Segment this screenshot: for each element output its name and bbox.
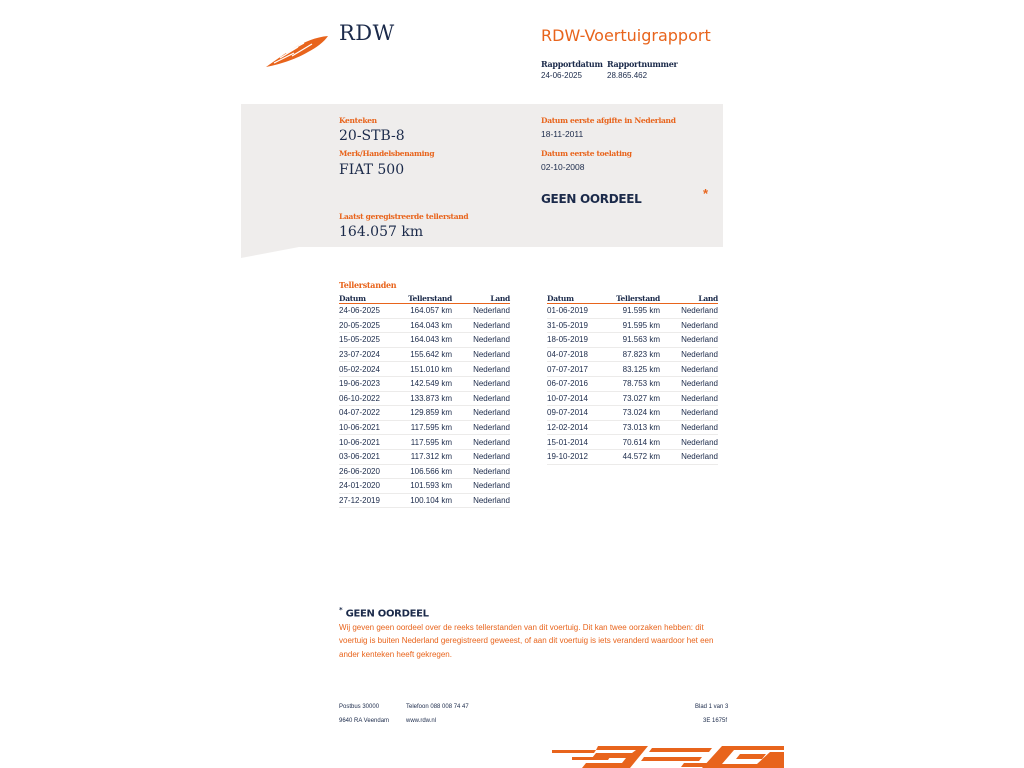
footer-address-line1: Postbus 30000 <box>339 704 380 710</box>
land-cell: Nederland <box>452 391 510 406</box>
rdw-stripes-decoration <box>552 744 784 768</box>
datum-cell: 10-06-2021 <box>339 435 399 450</box>
datum-cell: 18-05-2019 <box>547 333 607 348</box>
datum-cell: 15-05-2025 <box>339 333 399 348</box>
table-row <box>547 362 718 377</box>
table-row <box>547 420 718 435</box>
tellerstand-cell: 117.595 km <box>399 435 452 450</box>
datum-cell: 24-01-2020 <box>339 479 399 494</box>
table-header-row <box>547 293 718 304</box>
table-row <box>339 406 510 421</box>
table-row <box>339 464 510 479</box>
tellerstand-cell: 70.614 km <box>607 435 660 450</box>
datum-cell: 31-05-2019 <box>547 318 607 333</box>
datum-cell: 01-06-2019 <box>547 304 607 319</box>
tellerstand-value: 164.057 km <box>339 224 424 240</box>
table-row <box>547 391 718 406</box>
table-row <box>339 449 510 464</box>
merk-label: Merk/Handelsbenaming <box>339 149 435 158</box>
toelating-value: 02-10-2008 <box>541 162 585 172</box>
table-row <box>547 449 718 464</box>
tellerstand-cell: 142.549 km <box>399 376 452 391</box>
datum-cell: 20-05-2025 <box>339 318 399 333</box>
rapportnummer-label: Rapportnummer <box>607 59 678 69</box>
datum-cell: 09-07-2014 <box>547 406 607 421</box>
table-row <box>547 333 718 348</box>
table-row <box>339 493 510 508</box>
col-tellerstand-header: Tellerstand <box>607 293 660 304</box>
tellerstand-label: Laatst geregistreerde tellerstand <box>339 212 469 221</box>
merk-value: FIAT 500 <box>339 162 405 178</box>
land-cell: Nederland <box>660 435 718 450</box>
footer-document-code: 3E 1675f <box>703 718 728 724</box>
footer-phone: Telefoon 088 008 74 47 <box>406 704 469 710</box>
land-cell: Nederland <box>452 493 510 508</box>
land-cell: Nederland <box>452 435 510 450</box>
land-cell: Nederland <box>452 362 510 377</box>
datum-cell: 06-07-2016 <box>547 376 607 391</box>
table-row <box>339 479 510 494</box>
tellerstand-cell: 151.010 km <box>399 362 452 377</box>
report-title: RDW-Voertuigrapport <box>541 26 711 45</box>
tellerstand-cell: 73.013 km <box>607 420 660 435</box>
tellerstanden-table-right <box>547 293 718 465</box>
datum-cell: 04-07-2022 <box>339 406 399 421</box>
footer-address-line2: 9640 RA Veendam <box>339 718 390 724</box>
table-row <box>547 406 718 421</box>
tellerstand-cell: 73.024 km <box>607 406 660 421</box>
tellerstand-cell: 87.823 km <box>607 347 660 362</box>
afgifte-label: Datum eerste afgifte in Nederland <box>541 116 676 125</box>
tellerstand-cell: 101.593 km <box>399 479 452 494</box>
oordeel-asterisk: * <box>703 186 709 201</box>
tellerstand-cell: 117.312 km <box>399 449 452 464</box>
tellerstand-cell: 91.563 km <box>607 333 660 348</box>
datum-cell: 23-07-2024 <box>339 347 399 362</box>
land-cell: Nederland <box>660 391 718 406</box>
land-cell: Nederland <box>452 304 510 319</box>
table-row <box>547 318 718 333</box>
land-cell: Nederland <box>452 406 510 421</box>
land-cell: Nederland <box>660 376 718 391</box>
tellerstanden-table-left <box>339 293 510 508</box>
rapportnummer-value: 28.865.462 <box>607 71 648 80</box>
table-row <box>339 391 510 406</box>
table-row <box>339 347 510 362</box>
land-cell: Nederland <box>660 318 718 333</box>
col-datum-header: Datum <box>547 293 607 304</box>
rapportdatum-label: Rapportdatum <box>541 59 603 69</box>
land-cell: Nederland <box>452 347 510 362</box>
tellerstand-cell: 164.057 km <box>399 304 452 319</box>
tellerstand-cell: 73.027 km <box>607 391 660 406</box>
table-row <box>339 435 510 450</box>
datum-cell: 03-06-2021 <box>339 449 399 464</box>
table-row <box>339 420 510 435</box>
datum-cell: 10-07-2014 <box>547 391 607 406</box>
datum-cell: 27-12-2019 <box>339 493 399 508</box>
land-cell: Nederland <box>660 347 718 362</box>
land-cell: Nederland <box>660 420 718 435</box>
note-text: Wij geven geen oordeel over de reeks tellerstanden van dit voertuig. Dit kan twee oorzaken hebben: dit voertuig is buiten Nederland geregistreerd geweest, of aan dit voertuig is iets veranderd waardoor het een ander kenteken heeft gekregen. <box>339 623 714 659</box>
tellerstand-cell: 83.125 km <box>607 362 660 377</box>
land-cell: Nederland <box>660 406 718 421</box>
table-row <box>339 376 510 391</box>
datum-cell: 10-06-2021 <box>339 420 399 435</box>
land-cell: Nederland <box>452 449 510 464</box>
datum-cell: 15-01-2014 <box>547 435 607 450</box>
land-cell: Nederland <box>452 420 510 435</box>
land-cell: Nederland <box>452 464 510 479</box>
tellerstand-cell: 133.873 km <box>399 391 452 406</box>
table-row <box>339 362 510 377</box>
vehicle-summary-box-tail <box>241 247 299 258</box>
datum-cell: 19-06-2023 <box>339 376 399 391</box>
col-datum-header: Datum <box>339 293 399 304</box>
vehicle-summary-box <box>241 104 723 247</box>
oordeel-status: GEEN OORDEEL <box>541 192 642 206</box>
datum-cell: 05-02-2024 <box>339 362 399 377</box>
table-row <box>339 333 510 348</box>
table-row <box>339 318 510 333</box>
tellerstand-cell: 117.595 km <box>399 420 452 435</box>
col-tellerstand-header: Tellerstand <box>399 293 452 304</box>
tellerstand-cell: 78.753 km <box>607 376 660 391</box>
tellerstand-cell: 129.859 km <box>399 406 452 421</box>
footer-page-number: Blad 1 van 3 <box>695 704 729 710</box>
land-cell: Nederland <box>660 362 718 377</box>
brand-name: RDW <box>339 21 395 45</box>
land-cell: Nederland <box>660 304 718 319</box>
note-title <box>339 606 429 619</box>
datum-cell: 06-10-2022 <box>339 391 399 406</box>
footer-website-link[interactable]: www.rdw.nl <box>406 718 437 724</box>
note-title-text: GEEN OORDEEL <box>345 608 429 620</box>
kenteken-label: Kenteken <box>339 116 377 125</box>
tellerstand-cell: 164.043 km <box>399 318 452 333</box>
rdw-logo-icon <box>264 34 330 70</box>
tellerstand-cell: 106.566 km <box>399 464 452 479</box>
datum-cell: 24-06-2025 <box>339 304 399 319</box>
datum-cell: 26-06-2020 <box>339 464 399 479</box>
datum-cell: 07-07-2017 <box>547 362 607 377</box>
tellerstand-cell: 91.595 km <box>607 318 660 333</box>
col-land-header: Land <box>660 293 718 304</box>
tellerstand-cell: 91.595 km <box>607 304 660 319</box>
land-cell: Nederland <box>660 449 718 464</box>
tellerstand-cell: 100.104 km <box>399 493 452 508</box>
datum-cell: 19-10-2012 <box>547 449 607 464</box>
land-cell: Nederland <box>452 318 510 333</box>
land-cell: Nederland <box>452 376 510 391</box>
tellerstand-cell: 164.043 km <box>399 333 452 348</box>
note-star: * <box>339 606 343 614</box>
table-row <box>547 376 718 391</box>
tellerstand-cell: 44.572 km <box>607 449 660 464</box>
tellerstand-cell: 155.642 km <box>399 347 452 362</box>
afgifte-value: 18-11-2011 <box>541 129 584 139</box>
land-cell: Nederland <box>660 333 718 348</box>
rapportdatum-value: 24-06-2025 <box>541 71 582 80</box>
toelating-label: Datum eerste toelating <box>541 149 632 158</box>
tellerstanden-title: Tellerstanden <box>339 280 397 290</box>
table-row <box>547 435 718 450</box>
table-header-row <box>339 293 510 304</box>
table-row <box>547 304 718 319</box>
table-row <box>547 347 718 362</box>
kenteken-value: 20-STB-8 <box>339 128 405 144</box>
land-cell: Nederland <box>452 333 510 348</box>
datum-cell: 12-02-2014 <box>547 420 607 435</box>
land-cell: Nederland <box>452 479 510 494</box>
col-land-header: Land <box>452 293 510 304</box>
table-row <box>339 304 510 319</box>
datum-cell: 04-07-2018 <box>547 347 607 362</box>
